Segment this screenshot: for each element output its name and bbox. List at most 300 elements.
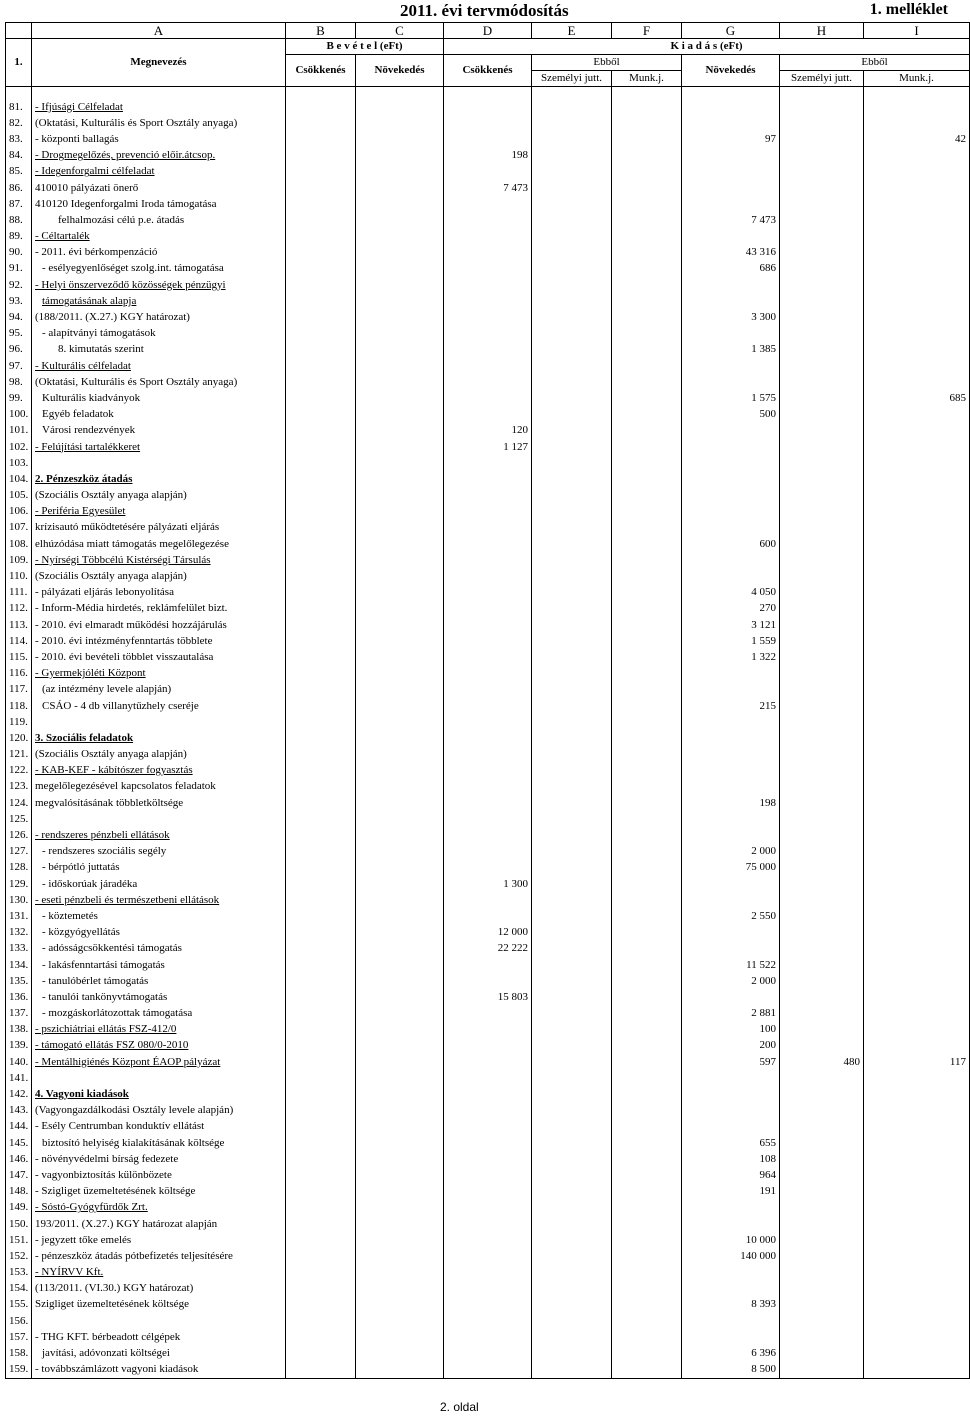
increase-personnel-cell bbox=[780, 326, 864, 342]
row-label: - Sóstó-Gyógyfürdők Zrt. bbox=[32, 1200, 286, 1216]
increase-personnel-cell bbox=[780, 164, 864, 180]
page-number: 2. oldal bbox=[440, 1400, 479, 1414]
increase-personnel-cell bbox=[780, 1200, 864, 1216]
row-number: 145. bbox=[6, 1135, 32, 1151]
row-label: - NYÍRVV Kft. bbox=[32, 1265, 286, 1281]
revenue-decrease-cell bbox=[286, 1135, 356, 1151]
decrease-personnel-cell bbox=[532, 326, 612, 342]
revenue-increase-cell bbox=[356, 568, 444, 584]
decrease-employer-cell bbox=[612, 1103, 682, 1119]
decrease-personnel-cell bbox=[532, 212, 612, 228]
expense-increase-cell: 2 881 bbox=[682, 1006, 780, 1022]
expense-increase-cell: 8 393 bbox=[682, 1297, 780, 1313]
revenue-increase-cell bbox=[356, 795, 444, 811]
table-row bbox=[6, 536, 970, 552]
row-number: 155. bbox=[6, 1297, 32, 1313]
expense-increase-cell bbox=[682, 568, 780, 584]
row-number: 89. bbox=[6, 229, 32, 245]
revenue-increase-cell bbox=[356, 892, 444, 908]
row-label: - továbbszámlázott vagyoni kiadások bbox=[32, 1362, 286, 1379]
increase-employer-cell bbox=[864, 892, 970, 908]
expense-decrease-cell bbox=[444, 358, 532, 374]
expense-decrease-cell bbox=[444, 860, 532, 876]
row-label: (Vagyongazdálkodási Osztály levele alapján) bbox=[32, 1103, 286, 1119]
row-label: (Szociális Osztály anyaga alapján) bbox=[32, 747, 286, 763]
revenue-increase-cell bbox=[356, 1281, 444, 1297]
row-label: - THG KFT. bérbeadott célgépek bbox=[32, 1329, 286, 1345]
revenue-decrease-cell bbox=[286, 795, 356, 811]
revenue-decrease-cell bbox=[286, 1038, 356, 1054]
revenue-decrease-cell bbox=[286, 617, 356, 633]
decrease-personnel-cell bbox=[532, 164, 612, 180]
increase-personnel-cell bbox=[780, 488, 864, 504]
row-number: 139. bbox=[6, 1038, 32, 1054]
revenue-decrease-cell bbox=[286, 326, 356, 342]
decrease-employer-cell bbox=[612, 229, 682, 245]
increase-employer-cell bbox=[864, 649, 970, 665]
decrease-employer-cell bbox=[612, 633, 682, 649]
decrease-personnel-cell bbox=[532, 390, 612, 406]
table-row bbox=[6, 245, 970, 261]
row-label: - Periféria Egyesület bbox=[32, 504, 286, 520]
revenue-increase-cell bbox=[356, 1022, 444, 1038]
expense-increase-cell bbox=[682, 827, 780, 843]
table-row bbox=[6, 795, 970, 811]
increase-employer-cell bbox=[864, 1086, 970, 1102]
expense-increase-cell: 215 bbox=[682, 698, 780, 714]
decrease-personnel-cell bbox=[532, 1232, 612, 1248]
increase-personnel-cell bbox=[780, 714, 864, 730]
expense-decrease-cell: 7 473 bbox=[444, 180, 532, 196]
revenue-increase-cell bbox=[356, 229, 444, 245]
decrease-personnel-cell bbox=[532, 973, 612, 989]
revenue-decrease-cell bbox=[286, 763, 356, 779]
revenue-increase-cell bbox=[356, 1216, 444, 1232]
revenue-decrease-cell bbox=[286, 860, 356, 876]
expense-increase-cell: 6 396 bbox=[682, 1345, 780, 1361]
revenue-decrease-cell bbox=[286, 358, 356, 374]
increase-personnel-cell bbox=[780, 925, 864, 941]
decrease-employer-cell bbox=[612, 973, 682, 989]
revenue-increase-cell bbox=[356, 148, 444, 164]
revenue-increase-cell bbox=[356, 1232, 444, 1248]
expense-decrease-cell bbox=[444, 1345, 532, 1361]
expense-decrease-cell bbox=[444, 908, 532, 924]
increase-personnel-cell bbox=[780, 1103, 864, 1119]
row-label: 410120 Idegenforgalmi Iroda támogatása bbox=[32, 196, 286, 212]
expense-decrease-cell bbox=[444, 1006, 532, 1022]
expense-decrease-cell bbox=[444, 730, 532, 746]
row-number: 122. bbox=[6, 763, 32, 779]
decrease-personnel-cell bbox=[532, 342, 612, 358]
revenue-decrease-cell bbox=[286, 730, 356, 746]
expense-decrease-cell bbox=[444, 973, 532, 989]
increase-employer-cell: 685 bbox=[864, 390, 970, 406]
increase-employer-cell bbox=[864, 633, 970, 649]
expense-decrease-cell bbox=[444, 504, 532, 520]
revenue-increase-cell bbox=[356, 1135, 444, 1151]
revenue-decrease-cell bbox=[286, 1313, 356, 1329]
expense-increase-cell bbox=[682, 1265, 780, 1281]
increase-employer-cell bbox=[864, 568, 970, 584]
decrease-personnel-cell bbox=[532, 552, 612, 568]
expense-decrease-cell bbox=[444, 245, 532, 261]
increase-personnel-cell bbox=[780, 892, 864, 908]
expense-increase-cell: 7 473 bbox=[682, 212, 780, 228]
decrease-personnel-cell bbox=[532, 795, 612, 811]
row-number: 107. bbox=[6, 520, 32, 536]
decrease-employer-cell bbox=[612, 1184, 682, 1200]
row-number: 126. bbox=[6, 827, 32, 843]
row-number: 147. bbox=[6, 1167, 32, 1183]
row-number: 116. bbox=[6, 666, 32, 682]
increase-personnel-cell bbox=[780, 1362, 864, 1379]
table-row bbox=[6, 309, 970, 325]
increase-personnel-cell bbox=[780, 1119, 864, 1135]
increase-employer-cell bbox=[864, 423, 970, 439]
revenue-decrease-cell bbox=[286, 439, 356, 455]
decrease-employer-cell bbox=[612, 925, 682, 941]
increase-personnel-cell bbox=[780, 407, 864, 423]
revenue-decrease-cell bbox=[286, 99, 356, 115]
decrease-employer-cell bbox=[612, 892, 682, 908]
expense-increase-cell bbox=[682, 1216, 780, 1232]
row-number: 119. bbox=[6, 714, 32, 730]
decrease-personnel-cell bbox=[532, 1184, 612, 1200]
decrease-personnel-cell bbox=[532, 99, 612, 115]
increase-personnel-cell bbox=[780, 471, 864, 487]
increase-personnel-cell bbox=[780, 973, 864, 989]
table-row bbox=[6, 277, 970, 293]
expense-decrease-cell bbox=[444, 552, 532, 568]
name-header: Megnevezés bbox=[32, 39, 286, 87]
table-row bbox=[6, 390, 970, 406]
expense-decrease-cell bbox=[444, 536, 532, 552]
row-number: 100. bbox=[6, 407, 32, 423]
table-row bbox=[6, 552, 970, 568]
expense-decrease-cell bbox=[444, 649, 532, 665]
row-label: - rendszeres szociális segély bbox=[32, 844, 286, 860]
row-label: - alapítványi támogatások bbox=[32, 326, 286, 342]
row-label: krízisautó működtetésére pályázati eljárás bbox=[32, 520, 286, 536]
row-number: 82. bbox=[6, 115, 32, 131]
personnel-header: Személyi jutt. bbox=[532, 71, 612, 87]
decrease-personnel-cell bbox=[532, 601, 612, 617]
row-number: 101. bbox=[6, 423, 32, 439]
revenue-decrease-cell bbox=[286, 973, 356, 989]
table-body bbox=[6, 87, 970, 1379]
decrease-employer-cell bbox=[612, 601, 682, 617]
expense-decrease-cell bbox=[444, 827, 532, 843]
increase-personnel-cell bbox=[780, 1135, 864, 1151]
revenue-increase-cell bbox=[356, 115, 444, 131]
decrease-personnel-cell bbox=[532, 1135, 612, 1151]
expense-increase-cell bbox=[682, 714, 780, 730]
revenue-decrease-cell bbox=[286, 504, 356, 520]
decrease-employer-cell bbox=[612, 795, 682, 811]
revenue-increase-cell bbox=[356, 1248, 444, 1264]
decrease-personnel-cell bbox=[532, 989, 612, 1005]
increase-employer-cell bbox=[864, 164, 970, 180]
decrease-employer-cell bbox=[612, 779, 682, 795]
increase-employer-cell bbox=[864, 488, 970, 504]
revenue-decrease-cell bbox=[286, 1200, 356, 1216]
expense-increase-cell bbox=[682, 488, 780, 504]
increase-personnel-cell bbox=[780, 989, 864, 1005]
expense-increase-cell bbox=[682, 423, 780, 439]
row-number: 117. bbox=[6, 682, 32, 698]
expense-decrease-cell bbox=[444, 617, 532, 633]
table-row bbox=[6, 908, 970, 924]
expense-decrease-cell bbox=[444, 763, 532, 779]
revenue-increase-cell bbox=[356, 342, 444, 358]
table-row bbox=[6, 747, 970, 763]
row-label: 3. Szociális feladatok bbox=[32, 730, 286, 746]
increase-personnel-cell bbox=[780, 212, 864, 228]
increase-employer-cell bbox=[864, 1329, 970, 1345]
increase-personnel-cell bbox=[780, 1329, 864, 1345]
increase-employer-cell bbox=[864, 730, 970, 746]
row-number: 91. bbox=[6, 261, 32, 277]
decrease-employer-cell bbox=[612, 957, 682, 973]
table-row bbox=[6, 229, 970, 245]
decrease-employer-cell bbox=[612, 180, 682, 196]
revenue-increase-cell bbox=[356, 326, 444, 342]
expense-increase-cell bbox=[682, 811, 780, 827]
increase-personnel-cell bbox=[780, 1070, 864, 1086]
row-label: (113/2011. (VI.30.) KGY határozat) bbox=[32, 1281, 286, 1297]
decrease-personnel-cell bbox=[532, 455, 612, 471]
revenue-increase-cell bbox=[356, 358, 444, 374]
row-label: - közgyógyellátás bbox=[32, 925, 286, 941]
decrease-employer-cell bbox=[612, 342, 682, 358]
row-label: (az intézmény levele alapján) bbox=[32, 682, 286, 698]
row-number: 97. bbox=[6, 358, 32, 374]
revenue-increase-cell bbox=[356, 1119, 444, 1135]
decrease-employer-cell bbox=[612, 164, 682, 180]
row-label: CSÁO - 4 db villanytűzhely cseréje bbox=[32, 698, 286, 714]
expense-decrease-cell: 1 300 bbox=[444, 876, 532, 892]
expense-decrease-cell bbox=[444, 374, 532, 390]
increase-employer-cell bbox=[864, 1281, 970, 1297]
table-row bbox=[6, 115, 970, 131]
decrease-employer-cell bbox=[612, 1345, 682, 1361]
row-label: - esélyegyenlőséget szolg.int. támogatása bbox=[32, 261, 286, 277]
table-row bbox=[6, 455, 970, 471]
expense-increase-cell: 500 bbox=[682, 407, 780, 423]
row-number: 95. bbox=[6, 326, 32, 342]
revenue-increase-cell bbox=[356, 601, 444, 617]
expense-decrease-cell bbox=[444, 811, 532, 827]
revenue-increase-cell bbox=[356, 730, 444, 746]
document-title: 2011. évi tervmódosítás bbox=[400, 1, 569, 20]
increase-personnel-cell bbox=[780, 585, 864, 601]
increase-employer-cell bbox=[864, 1345, 970, 1361]
row-label: támogatásának alapja bbox=[32, 293, 286, 309]
revenue-decrease-cell bbox=[286, 1362, 356, 1379]
expense-increase-cell: 600 bbox=[682, 536, 780, 552]
expense-increase-cell: 2 000 bbox=[682, 973, 780, 989]
table-row bbox=[6, 1248, 970, 1264]
increase-employer-cell bbox=[864, 115, 970, 131]
revenue-increase-cell bbox=[356, 860, 444, 876]
decrease-personnel-cell bbox=[532, 1006, 612, 1022]
increase-personnel-cell bbox=[780, 277, 864, 293]
row-label: - Felújítási tartalékkeret bbox=[32, 439, 286, 455]
decrease-personnel-cell bbox=[532, 293, 612, 309]
row-number: 158. bbox=[6, 1345, 32, 1361]
revenue-decrease-cell bbox=[286, 1151, 356, 1167]
personnel-header: Személyi jutt. bbox=[780, 71, 864, 87]
decrease-employer-cell bbox=[612, 1119, 682, 1135]
expense-increase-cell bbox=[682, 293, 780, 309]
increase-employer-cell bbox=[864, 989, 970, 1005]
decrease-personnel-cell bbox=[532, 196, 612, 212]
table-row bbox=[6, 1265, 970, 1281]
row-label: - 2011. évi bérkompenzáció bbox=[32, 245, 286, 261]
expense-increase-cell: 108 bbox=[682, 1151, 780, 1167]
expense-increase-cell bbox=[682, 1119, 780, 1135]
increase-employer-cell bbox=[864, 747, 970, 763]
revenue-decrease-cell bbox=[286, 1232, 356, 1248]
revenue-increase-cell bbox=[356, 1006, 444, 1022]
decrease-employer-cell bbox=[612, 1200, 682, 1216]
row-number: 113. bbox=[6, 617, 32, 633]
row-number: 99. bbox=[6, 390, 32, 406]
increase-personnel-cell bbox=[780, 229, 864, 245]
revenue-decrease-cell bbox=[286, 1345, 356, 1361]
decrease-personnel-cell bbox=[532, 1022, 612, 1038]
increase-personnel-cell bbox=[780, 1216, 864, 1232]
increase-employer-cell bbox=[864, 407, 970, 423]
revenue-decrease-cell bbox=[286, 1329, 356, 1345]
increase-employer-cell bbox=[864, 1248, 970, 1264]
decrease-personnel-cell bbox=[532, 811, 612, 827]
expense-increase-cell bbox=[682, 876, 780, 892]
increase-personnel-cell bbox=[780, 536, 864, 552]
row-number: 94. bbox=[6, 309, 32, 325]
increase-personnel-cell bbox=[780, 844, 864, 860]
expense-decrease-cell bbox=[444, 131, 532, 147]
expense-decrease-cell bbox=[444, 747, 532, 763]
revenue-increase-cell bbox=[356, 1086, 444, 1102]
col-letter: H bbox=[780, 23, 864, 39]
increase-employer-cell bbox=[864, 1022, 970, 1038]
increase-employer-cell bbox=[864, 876, 970, 892]
row-number: 128. bbox=[6, 860, 32, 876]
expense-decrease-cell bbox=[444, 1200, 532, 1216]
table-row bbox=[6, 520, 970, 536]
increase-personnel-cell bbox=[780, 131, 864, 147]
decrease-personnel-cell bbox=[532, 844, 612, 860]
decrease-employer-cell bbox=[612, 277, 682, 293]
expense-decrease-cell bbox=[444, 1086, 532, 1102]
table-row bbox=[6, 1054, 970, 1070]
col-letter: F bbox=[612, 23, 682, 39]
row-label: (Szociális Osztály anyaga alapján) bbox=[32, 488, 286, 504]
row-number: 149. bbox=[6, 1200, 32, 1216]
expense-increase-cell: 200 bbox=[682, 1038, 780, 1054]
decrease-personnel-cell bbox=[532, 1248, 612, 1264]
revenue-increase-cell bbox=[356, 293, 444, 309]
table-row bbox=[6, 1167, 970, 1183]
revenue-decrease-cell bbox=[286, 115, 356, 131]
decrease-employer-cell bbox=[612, 941, 682, 957]
increase-personnel-cell bbox=[780, 1167, 864, 1183]
revenue-decrease-cell bbox=[286, 747, 356, 763]
row-number: 129. bbox=[6, 876, 32, 892]
expense-decrease-cell bbox=[444, 326, 532, 342]
row-number: 87. bbox=[6, 196, 32, 212]
decrease-employer-cell bbox=[612, 1006, 682, 1022]
table-row bbox=[6, 585, 970, 601]
increase-employer-cell bbox=[864, 99, 970, 115]
table-row bbox=[6, 682, 970, 698]
row-label: elhúzódása miatt támogatás megelőlegezése bbox=[32, 536, 286, 552]
decrease-employer-cell bbox=[612, 1167, 682, 1183]
decrease-personnel-cell bbox=[532, 941, 612, 957]
decrease-personnel-cell bbox=[532, 1070, 612, 1086]
increase-personnel-cell bbox=[780, 1345, 864, 1361]
revenue-increase-cell bbox=[356, 390, 444, 406]
increase-employer-cell bbox=[864, 973, 970, 989]
row-number: 143. bbox=[6, 1103, 32, 1119]
expense-increase-cell: 1 559 bbox=[682, 633, 780, 649]
expense-decrease-cell bbox=[444, 1184, 532, 1200]
decrease-personnel-cell bbox=[532, 568, 612, 584]
row-label: biztosító helyiség kialakításának költsége bbox=[32, 1135, 286, 1151]
decrease-personnel-cell bbox=[532, 439, 612, 455]
increase-employer-cell bbox=[864, 957, 970, 973]
decrease-employer-cell bbox=[612, 293, 682, 309]
increase-employer-cell bbox=[864, 1297, 970, 1313]
increase-personnel-cell bbox=[780, 1313, 864, 1329]
revenue-decrease-cell bbox=[286, 148, 356, 164]
row-label: - Inform-Média hirdetés, reklámfelület bizt. bbox=[32, 601, 286, 617]
table-row bbox=[6, 989, 970, 1005]
increase-personnel-cell bbox=[780, 374, 864, 390]
row-label: - jegyzett tőke emelés bbox=[32, 1232, 286, 1248]
revenue-decrease-cell bbox=[286, 488, 356, 504]
table-row bbox=[6, 342, 970, 358]
revenue-increase-cell bbox=[356, 471, 444, 487]
increase-employer-cell bbox=[864, 795, 970, 811]
table-row bbox=[6, 1297, 970, 1313]
increase-personnel-cell bbox=[780, 941, 864, 957]
decrease-personnel-cell bbox=[532, 1103, 612, 1119]
expense-increase-cell: 11 522 bbox=[682, 957, 780, 973]
decrease-personnel-cell bbox=[532, 1200, 612, 1216]
decrease-personnel-cell bbox=[532, 908, 612, 924]
decrease-employer-cell bbox=[612, 520, 682, 536]
row-label: (Oktatási, Kulturális és Sport Osztály anyaga) bbox=[32, 374, 286, 390]
expense-increase-cell bbox=[682, 277, 780, 293]
decrease-employer-cell bbox=[612, 747, 682, 763]
row-number: 114. bbox=[6, 633, 32, 649]
row-number: 84. bbox=[6, 148, 32, 164]
expense-increase-cell: 10 000 bbox=[682, 1232, 780, 1248]
row-number: 130. bbox=[6, 892, 32, 908]
decrease-personnel-cell bbox=[532, 309, 612, 325]
row-label: - mozgáskorlátozottak támogatása bbox=[32, 1006, 286, 1022]
row-label: - 2010. évi elmaradt működési hozzájárulás bbox=[32, 617, 286, 633]
row-label: - Céltartalék bbox=[32, 229, 286, 245]
increase-personnel-cell bbox=[780, 682, 864, 698]
expense-decrease-cell bbox=[444, 1070, 532, 1086]
expense-increase-cell: 270 bbox=[682, 601, 780, 617]
revenue-decrease-cell bbox=[286, 957, 356, 973]
revenue-decrease-cell bbox=[286, 180, 356, 196]
